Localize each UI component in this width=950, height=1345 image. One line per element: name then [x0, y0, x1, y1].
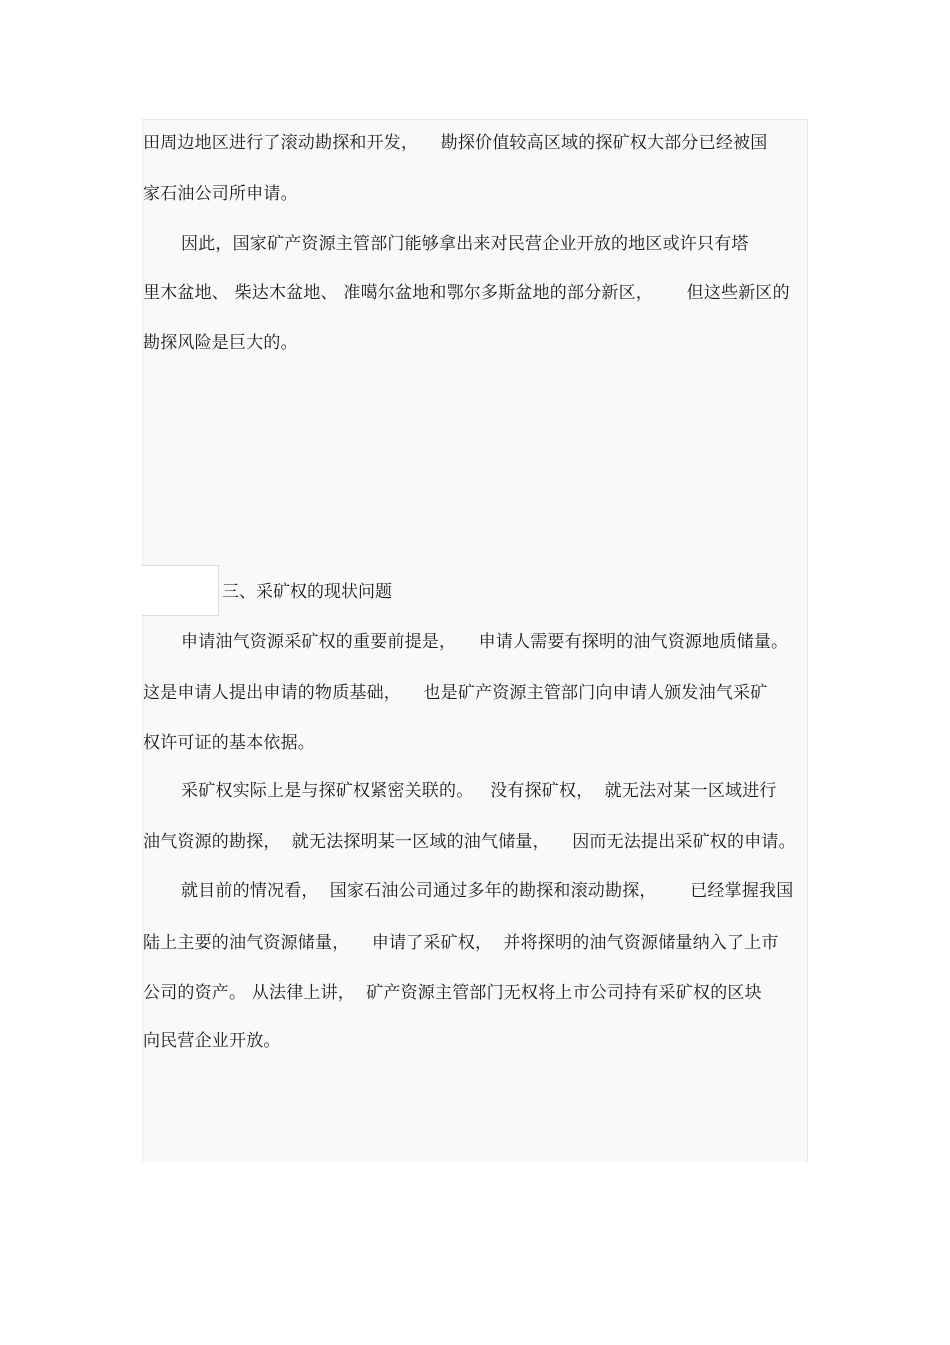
paragraph-4-line-2: 油气资源的勘探， 就无法探明某一区域的油气储量， 因而无法提出采矿权的申请。: [143, 832, 796, 852]
paragraph-2-line-2: 里木盆地、 柴达木盆地、 准噶尔盆地和鄂尔多斯盆地的部分新区， 但这些新区的: [143, 283, 790, 303]
paragraph-5-line-3: 公司的资产。 从法律上讲， 矿产资源主管部门无权将上市公司持有采矿权的区块: [143, 983, 762, 1003]
heading-box: [142, 565, 219, 616]
paragraph-4-line-1: 采矿权实际上是与探矿权紧密关联的。 没有探矿权， 就无法对某一区域进行: [181, 781, 777, 801]
paragraph-3-line-1: 申请油气资源采矿权的重要前提是， 申请人需要有探明的油气资源地质储量。: [181, 632, 789, 652]
paragraph-5-line-2: 陆上主要的油气资源储量， 申请了采矿权， 并将探明的油气资源储量纳入了上市: [143, 933, 779, 953]
section-heading: 三、采矿权的现状问题: [222, 582, 392, 602]
paragraph-1-line-1: 田周边地区进行了滚动勘探和开发， 勘探价值较高区域的探矿权大部分已经被国: [143, 133, 768, 153]
paragraph-3-line-2: 这是申请人提出申请的物质基础， 也是矿产资源主管部门向申请人颁发油气采矿: [143, 683, 768, 703]
paragraph-5-line-4: 向民营企业开放。: [143, 1031, 281, 1051]
paragraph-1-line-2: 家石油公司所申请。: [143, 184, 298, 204]
paragraph-2-line-3: 勘探风险是巨大的。: [143, 333, 298, 353]
paragraph-2-line-1: 因此，国家矿产资源主管部门能够拿出来对民营企业开放的地区或许只有塔: [181, 234, 749, 254]
paragraph-5-line-1: 就目前的情况看， 国家石油公司通过多年的勘探和滚动勘探， 已经掌握我国: [181, 881, 794, 901]
paragraph-3-line-3: 权许可证的基本依据。: [143, 733, 315, 753]
